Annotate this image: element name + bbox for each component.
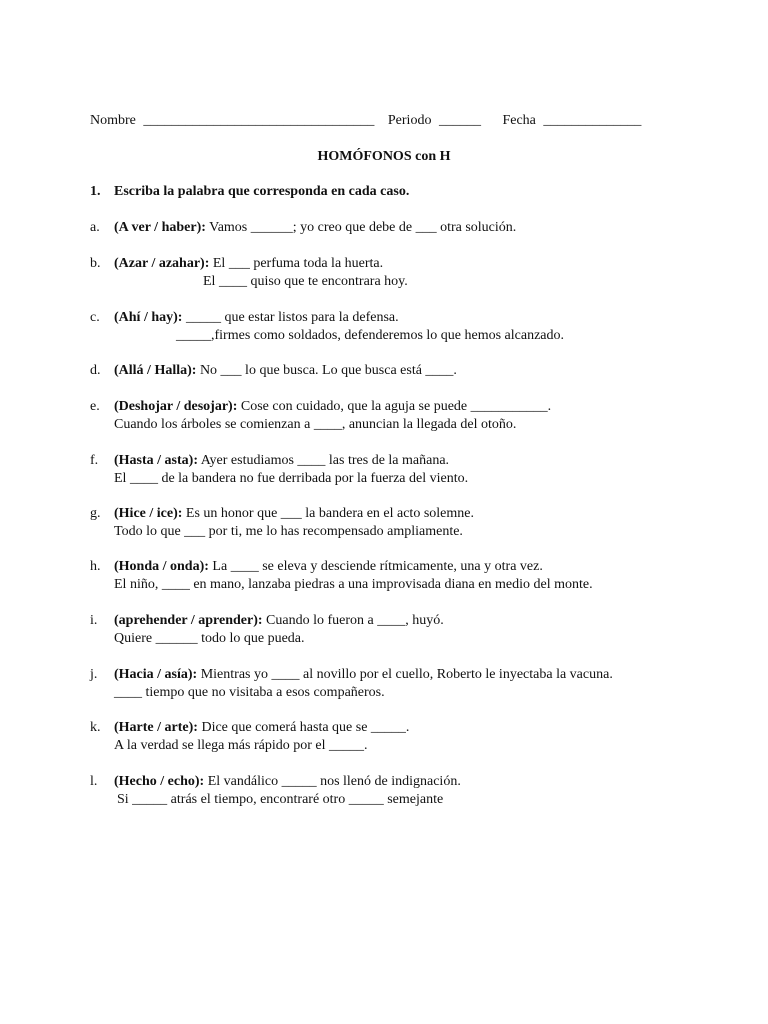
item-sentence: Ayer estudiamos ____ las tres de la mañana.: [198, 453, 450, 468]
item-marker: f.: [90, 453, 99, 468]
period-blank: ______: [438, 113, 481, 128]
item-line-1: [90, 719, 409, 737]
item-sentence: El ___ perfuma toda la huerta.: [209, 256, 384, 271]
item-line-1: [90, 666, 613, 684]
item-sentence: Vamos ______; yo creo que debe de ___ otra solución.: [205, 220, 517, 235]
item-sentence: Dice que comerá hasta que se _____.: [197, 720, 410, 735]
exercise-item-k: [90, 719, 409, 755]
item-keyword: (Allá / Halla):: [114, 363, 197, 378]
item-line-2: El ____ de la bandera no fue derribada por la fuerza del viento.: [114, 471, 469, 486]
item-line-2: Quiere ______ todo lo que pueda.: [114, 631, 305, 646]
item-sentence: _____ que estar listos para la defensa.: [182, 310, 399, 325]
exercise-item-f: [90, 452, 468, 488]
item-marker: a.: [90, 220, 100, 235]
item-sentence: La ____ se eleva y desciende rítmicamente, una y otra vez.: [208, 559, 543, 574]
item-sentence: No ___ lo que busca. Lo que busca está ____.: [196, 363, 457, 378]
instruction-text: Escriba la palabra que corresponda en cada caso.: [114, 184, 410, 199]
name-blank: _________________________________: [143, 113, 375, 128]
item-line-1: [90, 558, 593, 576]
item-line-2: El niño, ____ en mano, lanzaba piedras a una improvisada diana en medio del monte.: [114, 577, 593, 592]
exercise-item-e: [90, 398, 551, 434]
item-sentence: Cuando lo fueron a ____, huyó.: [262, 613, 444, 628]
instruction: [90, 183, 409, 201]
item-line-1: [90, 362, 457, 380]
exercise-item-h: [90, 558, 593, 594]
period-label: Periodo: [387, 113, 432, 128]
item-line-2: _____,firmes como soldados, defenderemos lo que hemos alcanzado.: [176, 328, 565, 343]
item-marker: k.: [90, 720, 101, 735]
exercise-item-j: [90, 666, 613, 702]
item-marker: e.: [90, 399, 100, 414]
item-line-1: [90, 452, 468, 470]
item-keyword: (Honda / onda):: [114, 559, 209, 574]
item-line-2: Cuando los árboles se comienzan a ____, anuncian la llegada del otoño.: [114, 417, 517, 432]
date-label: Fecha: [502, 113, 536, 128]
exercise-item-a: [90, 219, 516, 237]
item-line-1: [90, 398, 551, 416]
item-sentence: El vandálico _____ nos llenó de indignación.: [204, 774, 461, 789]
item-line-1: [90, 219, 516, 237]
item-marker: i.: [90, 613, 98, 628]
item-marker: g.: [90, 506, 101, 521]
item-keyword: (Hacia / asía):: [114, 667, 198, 682]
item-keyword: (Azar / azahar):: [114, 256, 210, 271]
item-marker: b.: [90, 256, 101, 271]
header-row: [90, 112, 641, 130]
item-marker: j.: [90, 667, 98, 682]
item-keyword: (Deshojar / desojar):: [114, 399, 238, 414]
item-line-2: El ____ quiso que te encontrara hoy.: [203, 274, 408, 289]
item-line-2: A la verdad se llega más rápido por el _____.: [114, 738, 368, 753]
name-label: Nombre: [90, 113, 136, 128]
item-line-1: [90, 505, 474, 523]
exercise-item-d: [90, 362, 457, 380]
item-line-2: Si _____ atrás el tiempo, encontraré otro _____ semejante: [117, 792, 444, 807]
item-line-1: [90, 612, 444, 630]
page-title: HOMÓFONOS con H: [317, 149, 451, 164]
instruction-number: 1.: [90, 184, 101, 199]
item-marker: l.: [90, 774, 98, 789]
item-line-1: [90, 309, 564, 327]
item-marker: h.: [90, 559, 101, 574]
exercise-item-b: [90, 255, 408, 291]
item-line-2: ____ tiempo que no visitaba a esos compañeros.: [114, 685, 385, 700]
exercise-item-g: [90, 505, 474, 541]
item-sentence: Mientras yo ____ al novillo por el cuello, Roberto le inyectaba la vacuna.: [197, 667, 613, 682]
item-keyword: (Hecho / echo):: [114, 774, 205, 789]
item-keyword: (Hice / ice):: [114, 506, 183, 521]
item-sentence: Es un honor que ___ la bandera en el acto solemne.: [182, 506, 474, 521]
item-marker: c.: [90, 310, 100, 325]
item-keyword: (A ver / haber):: [114, 220, 206, 235]
item-line-2: Todo lo que ___ por ti, me lo has recompensado ampliamente.: [114, 524, 463, 539]
item-keyword: (aprehender / aprender):: [114, 613, 263, 628]
exercise-item-c: [90, 309, 564, 345]
exercise-item-l: [90, 773, 461, 809]
date-blank: ______________: [543, 113, 642, 128]
item-line-1: [90, 773, 461, 791]
item-sentence: Cose con cuidado, que la aguja se puede ___________.: [237, 399, 552, 414]
item-keyword: (Ahí / hay):: [114, 310, 183, 325]
item-line-1: [90, 255, 408, 273]
exercise-item-i: [90, 612, 444, 648]
item-keyword: (Hasta / asta):: [114, 453, 198, 468]
item-marker: d.: [90, 363, 101, 378]
item-keyword: (Harte / arte):: [114, 720, 198, 735]
